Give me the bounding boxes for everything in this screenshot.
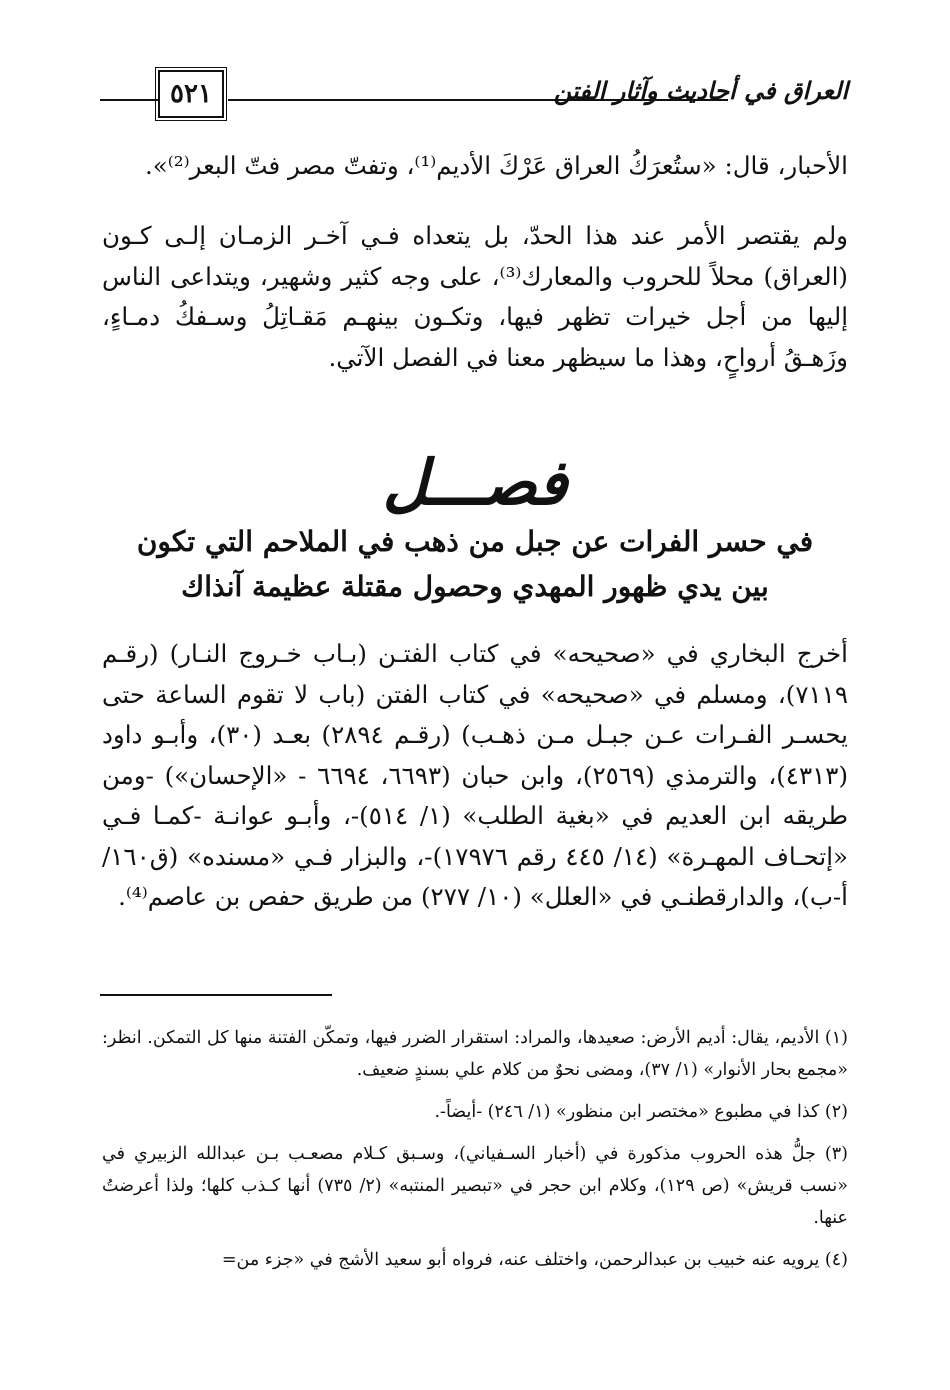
section-title-line-1: في حسر الفرات عن جبل من ذهب في الملاحم التي تكون bbox=[136, 525, 814, 558]
footnote-2: (٢) كذا في مطبوع «مختصر ابن منظور» (١/ ٢٤٦) -أيضاً-. bbox=[434, 1102, 848, 1122]
header-rule-left bbox=[100, 99, 158, 101]
page-number: ٥٢١ bbox=[158, 70, 224, 118]
footnote-4: (٤) يرويه عنه خبيب بن عبدالرحمن، واختلف عنه، فرواه أبو سعيد الأشج في «جزء من= bbox=[221, 1250, 848, 1270]
footnote-3: (٣) جلُّ هذه الحروب مذكورة في (أخبار السـفياني)، وسـبق كـلام مصعـب بـن عبدالله الزبيري في «نسب قريش» (ص ١٢٩)، وكلام ابن حجر في «تبصير المنتبه» (٢/ ٧٣٥) أنها كـذب كلها؛ ولذا أعرضتُ عنها. bbox=[102, 1144, 848, 1228]
paragraph-3: أخرج البخاري في «صحيحه» في كتاب الفتـن (بـاب خـروج النـار) (رقـم ٧١١٩)، ومسلم في «صحيحه» في كتاب الفتن (باب لا تقوم الساعة حتى يحسـر الفـرات عـن جبـل مـن ذهـب) (رقـم ٢٨٩٤) بعـد (٣٠)، وأبـو داود (٤٣١٣)، والترمذي (٢٥٦٩)، وابن حبان (٦٦٩٣، ٦٦٩٤ - «الإحسان») -ومن طريقه ابن العديم في «بغية الطلب» (١/ ٥١٤)-، وأبـو عوانـة -كمـا فـي «إتحـاف المهـرة» (١٤/ ٤٤٥ رقم ١٧٩٧٦)-، والبزار فـي «مسنده» (ق١٦٠/ أ-ب)، والدارقطنـي في «العلل» (١٠/ ٢٧٧) من طريق حفص بن عاصم⁽⁴⁾. bbox=[102, 639, 848, 911]
paragraph-1: الأحبار، قال: «ستُعرَكُ العراق عَرْكَ الأديم⁽¹⁾، وتفتّ مصر فتّ البعر⁽²⁾». bbox=[144, 151, 848, 180]
section-heading-word: فصـــل bbox=[382, 446, 568, 519]
page-header bbox=[100, 58, 848, 128]
running-title: العراق في أحاديث وآثار الفتن bbox=[553, 76, 848, 105]
footnote-separator bbox=[100, 994, 332, 996]
section-title-line-2: بين يدي ظهور المهدي وحصول مقتلة عظيمة آنذاك bbox=[181, 570, 769, 603]
paragraph-2: ولم يقتصر الأمر عند هذا الحدّ، بل يتعداه فـي آخـر الزمـان إلـى كـون (العراق) محلاً للحروب والمعارك⁽³⁾، على وجه كثير وشهير، ويتداعى الناس إليها من أجل خيرات تظهر فيها، وتكـون بينهـم مَقـاتِلُ وسـفكُ دمـاءٍ، وزَهـقُ أرواحٍ، وهذا ما سيظهر معنا في الفصل الآتي. bbox=[102, 221, 848, 372]
footnotes bbox=[102, 1022, 848, 1286]
footnote-1: (١) الأديم، يقال: أديم الأرض: صعيدها، والمراد: استقرار الضرر فيها، وتمكّن الفتنة منها كل التمكن. انظر: «مجمع بحار الأنوار» (١/ ٣٧)، ومضى نحوٌ من كلام علي بسندٍ ضعيف. bbox=[102, 1028, 848, 1080]
